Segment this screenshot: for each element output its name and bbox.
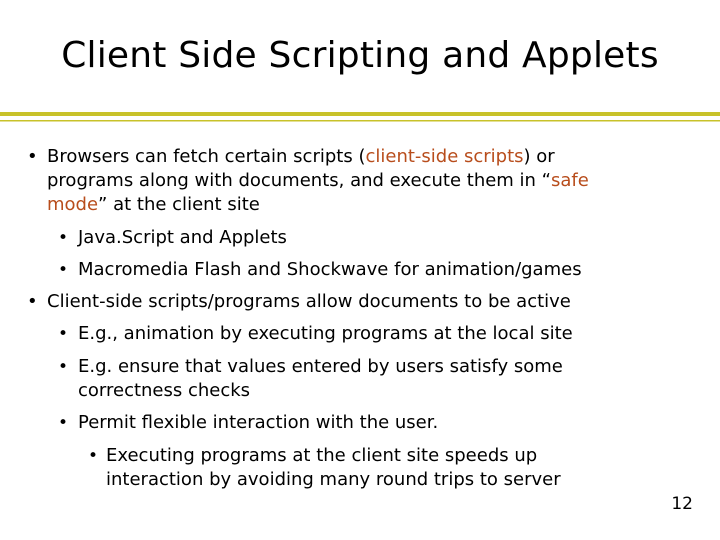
bullet-text: E.g. ensure that values entered by users satisfy some — [78, 356, 563, 377]
bullet-marker: • — [58, 228, 69, 248]
bullet-level-2-line — [78, 379, 250, 403]
bullet-text: interaction by avoiding many round trips to server — [106, 469, 561, 490]
bullet-text: ” at the client site — [98, 194, 260, 215]
bullet-text: Browsers can fetch certain scripts ( — [47, 146, 366, 167]
bullet-level-2-line — [78, 322, 573, 346]
bullet-level-2-line — [78, 355, 563, 379]
bullet-level-1-line — [47, 169, 589, 193]
bullet-marker: • — [88, 446, 99, 466]
slide-title: Client Side Scripting and Applets — [61, 35, 659, 76]
bullet-level-2-line — [78, 258, 582, 282]
bullet-text: ) or — [523, 146, 555, 167]
bullet-text: programs along with documents, and execute them in “ — [47, 170, 552, 191]
bullet-marker: • — [58, 324, 69, 344]
bullet-level-3-line — [106, 468, 561, 492]
bullet-marker: • — [58, 260, 69, 280]
highlighted-text: safe — [551, 170, 589, 191]
bullet-text: Executing programs at the client site speeds up — [106, 445, 538, 466]
bullet-marker: • — [58, 413, 69, 433]
bullet-level-2-line — [78, 411, 438, 435]
bullet-level-3-line — [106, 444, 537, 468]
bullet-level-1-line — [47, 193, 260, 217]
page-number: 12 — [671, 494, 693, 514]
bullet-marker: • — [27, 146, 38, 167]
highlighted-text: mode — [47, 194, 99, 215]
highlighted-text: client-side scripts — [365, 146, 524, 167]
bullet-text: Client-side scripts/programs allow documents to be active — [47, 291, 571, 312]
bullet-level-2-line — [78, 226, 287, 250]
bullet-level-1-line — [47, 290, 571, 314]
bullet-text: Permit flexible interaction with the user. — [78, 412, 439, 433]
bullet-marker: • — [27, 291, 38, 312]
bullet-text: E.g., animation by executing programs at the local site — [78, 323, 573, 344]
bullet-text: correctness checks — [78, 380, 251, 401]
bullet-text: Macromedia Flash and Shockwave for animation/games — [78, 259, 582, 280]
bullet-level-1-line — [47, 145, 555, 169]
bullet-text: Java.Script and Applets — [78, 227, 287, 248]
bullet-marker: • — [58, 357, 69, 377]
